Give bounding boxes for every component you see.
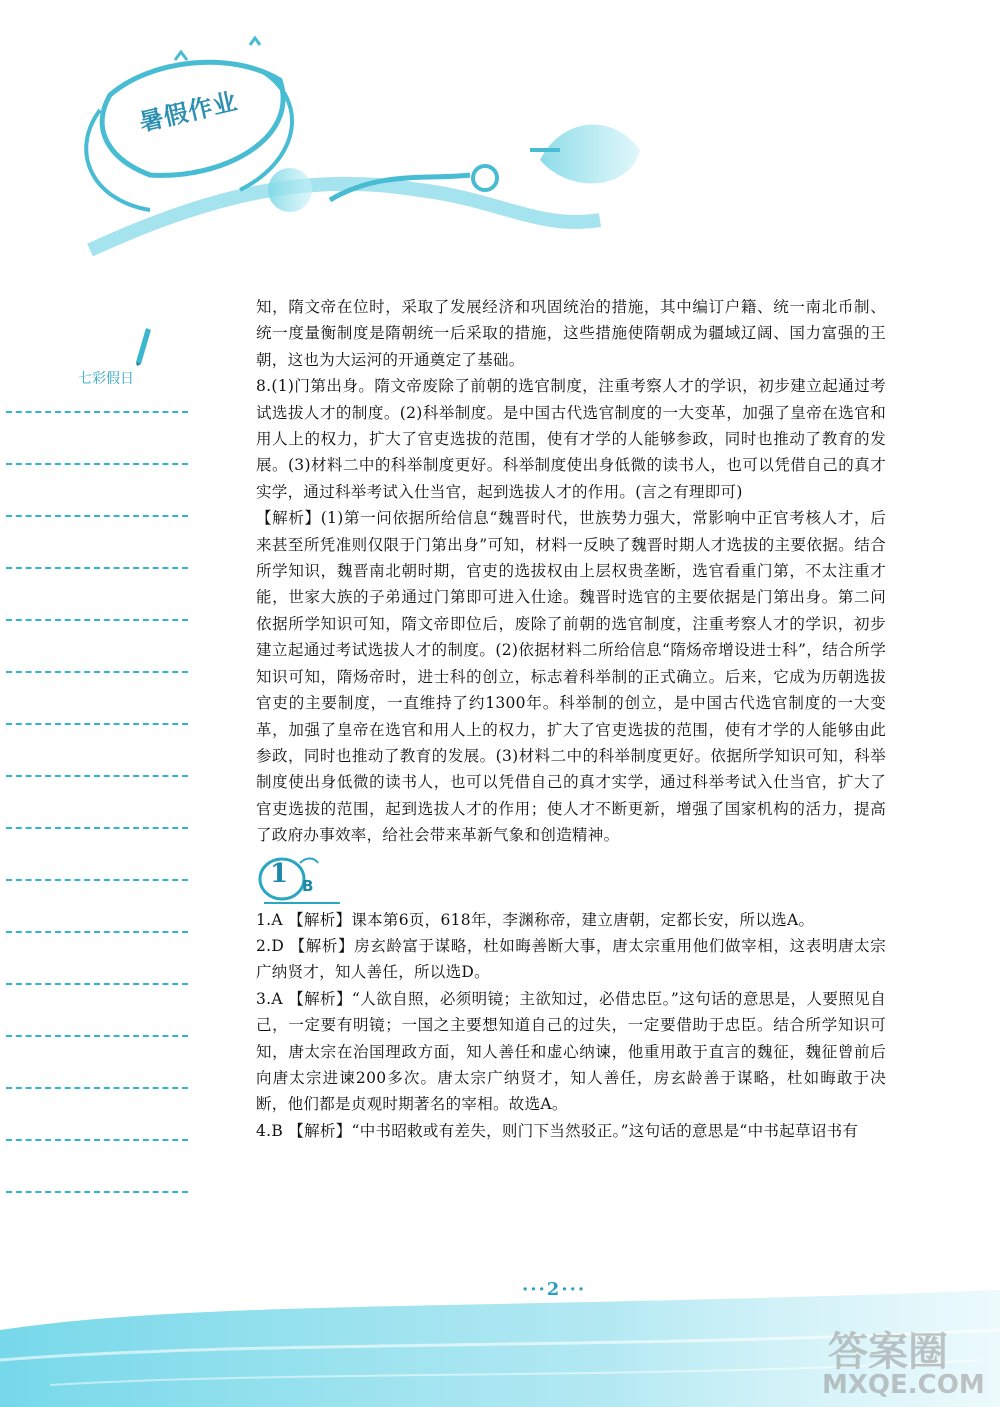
note-line — [6, 827, 188, 829]
note-line — [6, 723, 188, 725]
sidebar-note-lines — [0, 318, 200, 1278]
note-line — [6, 515, 188, 517]
paragraph: 8.(1)门第出身。隋文帝废除了前朝的选官制度，注重考察人才的学识，初步建立起通过考试选拔人才的制度。(2)科举制度。是中国古代选官制度的一大变革，加强了皇帝在选官和用人上的权力，扩大了官吏选拔的范围，使有才学的人能够参政，同时也推动了教育的发展。(3)材料二中的科举制度更好。科举制度使出身低微的读书人，也可以凭借自己的真才实学，通过科举考试入仕当官，起到选拔人才的作用。(言之有理即可) — [256, 377, 886, 501]
section-marker — [256, 853, 886, 907]
answer-item: 3.A 【解析】“人欲自照，必须明镜；主欲知过，必借忠臣。”这句话的意思是，人要照见自己，一定要有明镜；一国之主要想知道自己的过失，一定要借助于忠臣。结合所学知识可知，唐太宗在治国理政方面，知人善任和虚心纳谏，他重用敢于直言的魏征，魏征曾前后向唐太宗进谏200多次。唐太宗广纳贤才，知人善任，房玄龄善于谋略，杜如晦敢于决断，他们都是贞观时期著名的宰相。故选A。 — [256, 989, 886, 1114]
main-content — [256, 294, 886, 1144]
answer-item: 4.B 【解析】“中书昭敕或有差失，则门下当然驳正。”这句话的意思是“中书起草诏书有 — [256, 1121, 859, 1140]
note-line — [6, 567, 188, 569]
note-line — [6, 983, 188, 985]
note-line — [6, 619, 188, 621]
note-line — [6, 1139, 188, 1141]
answer-item: 1.A 【解析】课本第6页，618年，李渊称帝，建立唐朝，定都长安，所以选A。 — [256, 910, 815, 929]
note-line — [6, 879, 188, 881]
analysis-paragraph: 【解析】(1)第一问依据所给信息“魏晋时代，世族势力强大，常影响中正官考核人才，后来甚至所凭准则仅限于门第出身”可知，材料一反映了魏晋时期人才选拔的主要依据。结合所学知识，魏晋南北朝时期，官吏的选拔权由上层权贵垄断，选官看重门第，不太注重才能，世家大族的子弟通过门第即可进入仕途。魏晋时选官的主要依据是门第出身。第二问依据所学知识可知，隋文帝即位后，废除了前朝的选官制度，注重考察人才的学识，初步建立起通过考试选拔人才的制度。(2)依据材料二所给信息“隋炀帝增设进士科”，结合所学知识可知，隋炀帝时，进士科的创立，标志着科举制的正式确立。后来，它成为历朝选拔官吏的主要制度，一直维持了约1300年。科举制的创立，是中国古代选官制度的一大变革，加强了皇帝在选官和用人上的权力，扩大了官吏选拔的范围，使有才学的人能够由此参政，同时也推动了教育的发展。(3)材料二中的科举制度更好。依据所学知识可知，科举制度使出身低微的读书人，也可以凭借自己的真才实学，通过科举考试入仕当官，扩大了官吏选拔的范围，起到选拔人才的作用；使人才不断更新，增强了国家机构的活力，提高了政府办事效率，给社会带来革新气象和创造精神。 — [256, 509, 886, 845]
sidebar-label: 七彩假日 — [78, 371, 134, 387]
page-number: ···2··· — [522, 1279, 587, 1300]
paragraph: 知，隋文帝在位时，采取了发展经济和巩固统治的措施，其中编订户籍、统一南北币制、统一度量衡制度是隋朝统一后采取的措施，这些措施使隋朝成为疆域辽阔、国力富强的王朝，这也为大运河的开通奠定了基础。 — [256, 298, 886, 369]
note-line — [6, 671, 188, 673]
header-title: 暑假作业 — [136, 87, 241, 137]
section-number: 1 — [270, 858, 289, 889]
note-line — [6, 775, 188, 777]
note-line — [6, 931, 188, 933]
note-line — [6, 1035, 188, 1037]
note-line — [6, 463, 188, 465]
note-line — [6, 1087, 188, 1089]
note-line — [6, 1191, 188, 1193]
note-line — [6, 411, 188, 413]
section-letter: B — [302, 876, 314, 895]
watermark-url-text: MXQE.COM — [822, 1370, 985, 1400]
watermark-logo-text: 答案圈 — [828, 1329, 948, 1375]
answer-item: 2.D 【解析】房玄龄富于谋略，杜如晦善断大事，唐太宗重用他们做宰相，这表明唐太宗广纳贤才，知人善任，所以选D。 — [256, 936, 886, 982]
